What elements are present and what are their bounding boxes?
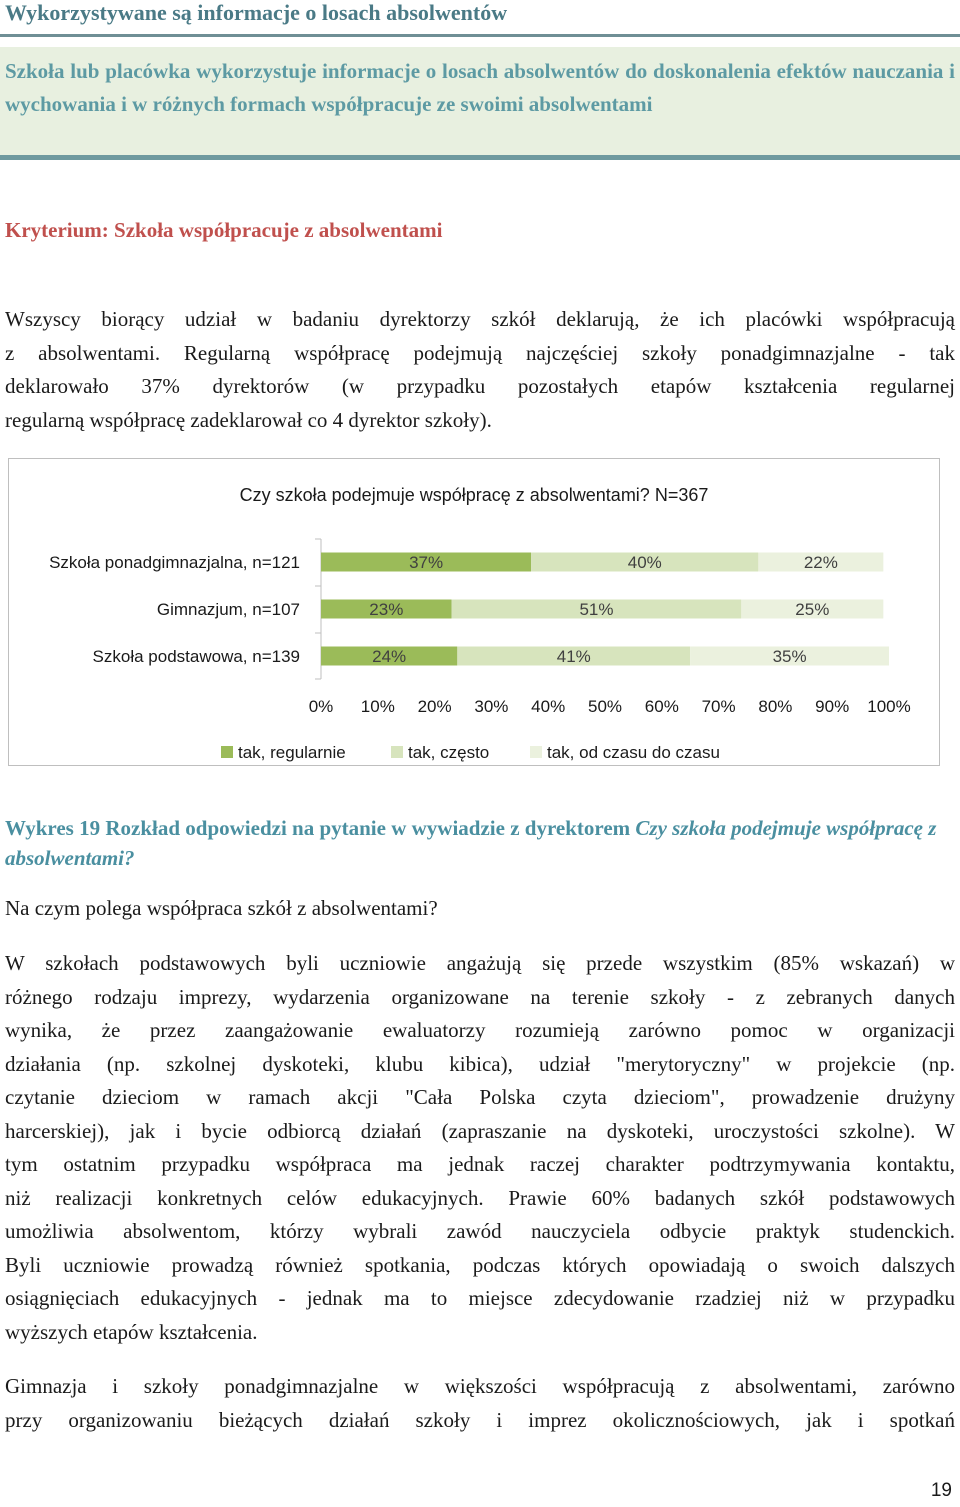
legend-label: tak, często: [408, 743, 490, 762]
paragraph-line: wyższych etapów kształcenia.: [5, 1319, 258, 1344]
data-label: 51%: [579, 600, 614, 619]
caption-prefix: Wykres 19 Rozkład odpowiedzi na pytanie w wywiadzie z dyrektorem: [5, 816, 631, 840]
category-label: Gimnazjum, n=107: [156, 600, 300, 619]
legend-label: tak, od czasu do czasu: [547, 743, 720, 762]
x-tick-label: 80%: [758, 697, 793, 716]
data-label: 40%: [627, 553, 662, 572]
x-tick-label: 10%: [360, 697, 395, 716]
x-tick-label: 40%: [531, 697, 566, 716]
x-tick-label: 30%: [474, 697, 509, 716]
paragraph-line: harcerskiej), jak i bycie odbiorcą działań (zapraszanie na dyskoteki, uroczystości szkolne). W: [5, 1118, 955, 1143]
paragraph-line: niż realizacji konkretnych celów edukacyjnych. Prawie 60% badanych szkół podstawowych: [5, 1185, 955, 1210]
paragraph-line: deklarowało 37% dyrektorów (w przypadku pozostałych etapów kształcenia regularnej: [5, 374, 955, 398]
data-label: 23%: [369, 600, 404, 619]
paragraph-line: osiągnięciach edukacyjnych - jednak ma to miejsce zdecydowanie rzadziej niż w przypadku: [5, 1286, 955, 1310]
legend-swatch: [221, 746, 233, 758]
paragraph-line: tym ostatnim przypadku współpraca ma jednak raczej charakter podtrzymywania kontaktu,: [5, 1152, 955, 1176]
title-rule: [0, 34, 960, 37]
chart-title: Czy szkoła podejmuje współpracę z absolwentami? N=367: [239, 485, 709, 505]
x-tick-label: 70%: [701, 697, 736, 716]
stacked-bar-chart: [9, 459, 939, 765]
data-label: 22%: [803, 553, 838, 572]
paragraph-line: czytanie dzieciom w ramach akcji "Cała Polska czyta dzieciom", prowadzenie drużyny: [5, 1085, 955, 1109]
paragraph-line: umożliwia absolwentom, którzy wybrali zawód nauczyciela odbycie praktyk studenckich.: [5, 1219, 955, 1243]
category-label: Szkoła podstawowa, n=139: [92, 647, 300, 666]
data-label: 25%: [795, 600, 830, 619]
page-number: 19: [930, 1480, 952, 1501]
criterion-heading: Kryterium: Szkoła współpracuje z absolwentami: [5, 218, 443, 242]
data-label: 35%: [772, 647, 807, 666]
legend-swatch: [530, 746, 542, 758]
paragraph-2: [5, 947, 955, 1349]
paragraph-line: Wszyscy biorący udział w badaniu dyrektorzy szkół deklarują, że ich placówki współpracują: [5, 307, 955, 331]
figure-caption: [5, 813, 955, 873]
data-label: 37%: [409, 553, 444, 572]
legend-label: tak, regularnie: [238, 743, 346, 762]
paragraph-line: W szkołach podstawowych byli uczniowie angażują się przede wszystkim (85% wskazań) w: [5, 951, 955, 975]
standard-text: Szkoła lub placówka wykorzystuje informacje o losach absolwentów do doskonalenia efektów nauczania i wychowania i w różnych formach współpracuje ze swoimi absolwentami: [5, 59, 955, 116]
caption-question: Czy szkoła podejmuje współpracę z absolwentami?: [5, 816, 937, 870]
x-tick-label: 0%: [308, 697, 334, 716]
x-tick-label: 100%: [867, 697, 911, 716]
paragraph-line: z absolwentami. Regularną współpracę podejmują najczęściej szkoły ponadgimnazjalne - tak: [5, 340, 955, 365]
data-label: 24%: [372, 647, 407, 666]
chart-container: [8, 458, 940, 766]
legend-swatch: [391, 746, 403, 758]
x-tick-label: 90%: [815, 697, 850, 716]
paragraph-line: regularną współpracę zadeklarował co 4 dyrektor szkoły).: [5, 407, 492, 432]
x-tick-label: 20%: [417, 697, 452, 716]
data-label: 41%: [556, 647, 591, 666]
paragraph-line: działania (np. szkolnej dyskoteki, klubu kibica), udział "merytoryczny" w projekcie (np.: [5, 1051, 955, 1076]
paragraph-line: przy organizowaniu bieżących działań szkoły i imprez okolicznościowych, jak i spotkań: [5, 1407, 955, 1432]
paragraph-line: wynika, że przez zaangażowanie ewaluatorzy rozumieją zarówno pomoc w organizacji: [5, 1018, 955, 1042]
category-label: Szkoła ponadgimnazjalna, n=121: [49, 553, 300, 572]
paragraph-3: [5, 1370, 955, 1437]
paragraph-1: [5, 303, 955, 437]
paragraph-line: różnego rodzaju imprezy, wydarzenia organizowane na terenie szkoły - z zebranych danych: [5, 984, 955, 1009]
paragraph-line: Gimnazja i szkoły ponadgimnazjalne w większości współpracują z absolwentami, zarówno: [5, 1374, 955, 1398]
section-title: Wykorzystywane są informacje o losach absolwentów: [5, 0, 508, 25]
paragraph-line: Byli uczniowie prowadzą również spotkania, podczas których opowiadają o swoich dalszych: [5, 1252, 955, 1277]
x-tick-label: 60%: [644, 697, 679, 716]
question-subheading: Na czym polega współpraca szkół z absolwentami?: [5, 896, 438, 920]
x-tick-label: 50%: [587, 697, 623, 716]
